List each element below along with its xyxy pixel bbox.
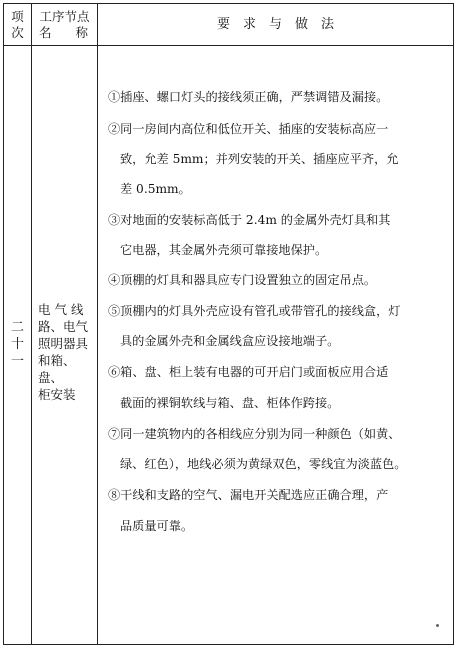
header-node-line1: 工序节点	[39, 9, 90, 24]
row-node-name	[38, 301, 98, 403]
header-node-char: 称	[75, 25, 88, 40]
node-name-line: 路、电气	[38, 319, 89, 334]
requirements-list	[102, 4, 449, 644]
requirement-item-4-line1: ④顶棚的灯具和器具应专门设置独立的固定吊点。	[108, 273, 377, 287]
requirement-item-8-line1: ⑧干线和支路的空气、漏电开关配选应正确合理，产	[108, 488, 389, 502]
row-index-char: 十	[10, 337, 24, 352]
requirement-item-2-line2: 致，允差 5mm；并列安装的开关、插座应平齐，允	[120, 152, 399, 166]
node-name-line: 柜安装	[38, 387, 76, 402]
requirement-item-6-line1: ⑥箱、盘、柜上装有电器的可开启门或面板应用合适	[108, 365, 389, 379]
requirement-item-2-line1: ②同一房间内高位和低位开关、插座的安装标高应一	[108, 122, 389, 136]
header-index-char: 次	[11, 25, 24, 40]
requirement-item-3-line2: 它电器，其金属外壳须可靠接地保护。	[120, 243, 328, 257]
header-requirements: 要 求 与 做 法	[216, 17, 334, 32]
row-index-char: 一	[10, 354, 24, 369]
column-divider	[31, 4, 32, 644]
header-node-char: 名	[39, 25, 52, 40]
requirement-item-7-line1: ⑦同一建筑物内的各相线应分别为同一种颜色（如黄、	[108, 427, 401, 441]
requirement-item-6-line2: 截面的裸铜软线与箱、盘、柜体作跨接。	[120, 396, 340, 410]
row-index-char: 二	[10, 320, 24, 335]
header-index-column	[4, 9, 31, 41]
node-name-line: 和箱、盘、	[38, 353, 76, 385]
node-name-line: 电 气 线	[38, 302, 84, 317]
requirement-item-3-line1: ③对地面的安装标高低于 2.4m 的金属外壳灯具和其	[108, 213, 391, 227]
row-index	[4, 319, 31, 370]
specification-table	[3, 3, 454, 645]
requirement-item-7-line2: 绿、红色），地线必须为黄绿双色，零线宜为淡蓝色。	[120, 457, 407, 471]
header-node-column	[32, 9, 97, 41]
header-index-char: 项	[11, 9, 24, 24]
requirement-item-5-line1: ⑤顶棚内的灯具外壳应设有管孔或带管孔的接线盒，灯	[108, 304, 401, 318]
requirement-item-8-line2: 品质量可靠。	[120, 519, 194, 533]
header-node-line2	[32, 25, 97, 41]
requirement-item-1-line1: ①插座、螺口灯头的接线须正确，严禁调错及漏接。	[108, 90, 389, 104]
node-name-line: 照明器具	[38, 336, 89, 351]
requirement-item-5-line2: 具的金属外壳和金属线盒应设接地端子。	[120, 334, 340, 348]
decorative-dot	[436, 624, 439, 627]
requirement-item-2-line3: 差 0.5mm。	[120, 182, 191, 196]
